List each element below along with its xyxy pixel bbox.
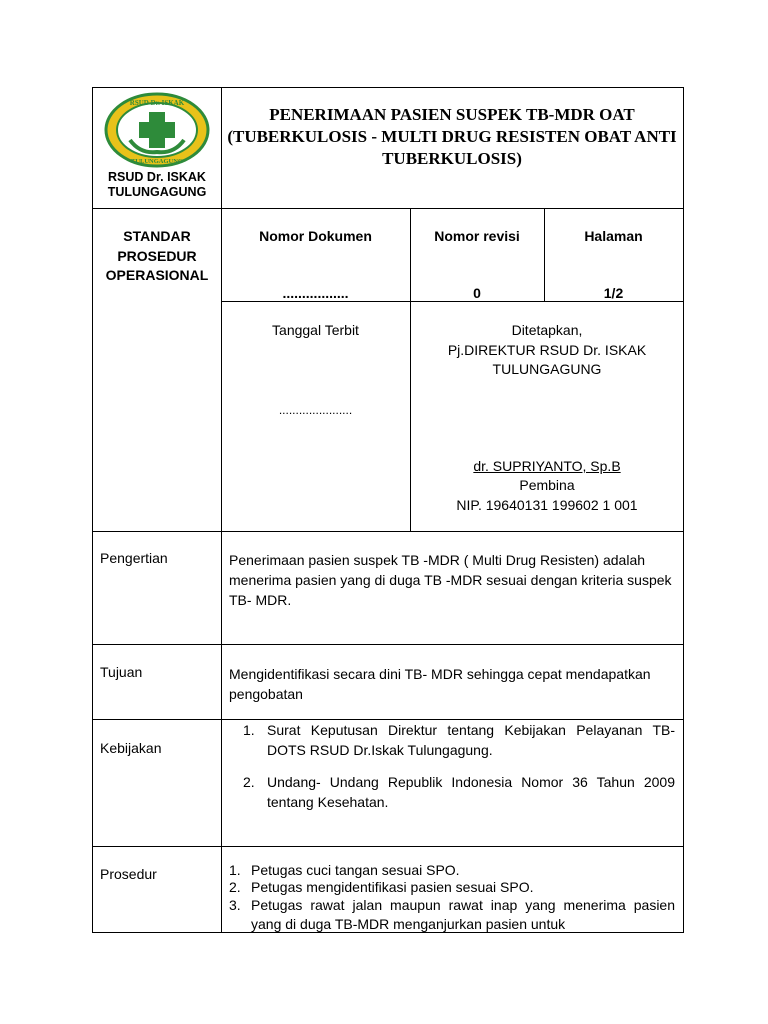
kebijakan-label: Kebijakan [100,740,162,756]
table-border-right [683,87,684,933]
document-title: PENERIMAAN PASIEN SUSPEK TB-MDR OAT (TUBERKULOSIS - MULTI DRUG RESISTEN OBAT ANTI TUBERKULOSIS) [227,105,677,168]
list-item [229,862,675,879]
tanggal-terbit-value: ...................... [278,403,353,417]
list-item-text: Surat Keputusan Direktur tentang Kebijakan Pelayanan TB-DOTS RSUD Dr.Iskak Tulungagung. [267,722,675,758]
sop-label-line: OPERASIONAL [105,267,209,283]
table-divider [92,846,684,847]
list-number: 1. [229,862,241,878]
logo-text-top: RSUD Dr. ISKAK [129,99,185,107]
list-item [229,772,675,812]
table-divider [221,87,222,933]
table-border-left [92,87,93,933]
tujuan-label: Tujuan [100,664,143,680]
logo-text-bottom: TULUNGAGUNG [130,158,184,165]
sop-label [94,227,220,286]
pengertian-text: Penerimaan pasien suspek TB -MDR ( Multi Drug Resisten) adalah menerima pasien yang di duga TB -MDR sesuai dengan kriteria suspek TB- MDR. [229,552,672,608]
director-title: TULUNGAGUNG [492,361,602,377]
sop-label-line: PROSEDUR [117,247,197,264]
list-item-text: Undang- Undang Republik Indonesia Nomor 36 Tahun 2009 tentang Kesehatan. [267,774,675,810]
list-item [229,720,675,760]
nomor-dokumen-label: Nomor Dokumen [259,228,372,244]
hospital-name [94,170,220,200]
signatory-name: dr. SUPRIYANTO, Sp.B [473,458,621,474]
list-item [229,879,675,896]
signatory-nip: NIP. 19640131 199602 1 001 [456,497,638,513]
sop-label-line: STANDAR [123,228,191,244]
list-number: 1. [243,722,255,738]
list-item-text: Petugas cuci tangan sesuai SPO. [251,862,460,878]
halaman-label: Halaman [584,228,643,244]
table-border-top [92,87,684,88]
hospital-logo [104,92,210,168]
list-item [229,896,675,934]
table-divider [92,208,684,209]
table-divider [92,531,684,532]
kebijakan-list [229,720,675,812]
prosedur-label: Prosedur [100,866,157,882]
nomor-revisi-value: 0 [473,285,481,301]
ditetapkan-label: Ditetapkan, [511,322,583,338]
hospital-name-line: RSUD Dr. ISKAK [108,170,206,184]
list-item-text: Petugas mengidentifikasi pasien sesuai SPO. [251,879,534,895]
nomor-revisi-label: Nomor revisi [434,228,520,244]
list-number: 2. [229,879,241,895]
tanggal-terbit-label: Tanggal Terbit [272,322,359,338]
list-item-text: Petugas rawat jalan maupun rawat inap yang menerima pasien yang di duga TB-MDR menganjurkan pasien untuk [251,897,675,932]
hospital-name-line: TULUNGAGUNG [107,185,207,199]
signatory-rank: Pembina [519,477,575,493]
list-number: 3. [229,897,241,913]
prosedur-list [229,862,675,934]
table-divider [92,644,684,645]
list-number: 2. [243,774,255,790]
tujuan-text: Mengidentifikasi secara dini TB- MDR sehingga cepat mendapatkan pengobatan [229,666,651,702]
nomor-dokumen-value: ................. [282,285,349,301]
pengertian-label: Pengertian [100,550,168,566]
director-title: Pj.DIREKTUR RSUD Dr. ISKAK [447,342,647,358]
table-divider [221,301,684,302]
halaman-value: 1/2 [603,285,624,301]
